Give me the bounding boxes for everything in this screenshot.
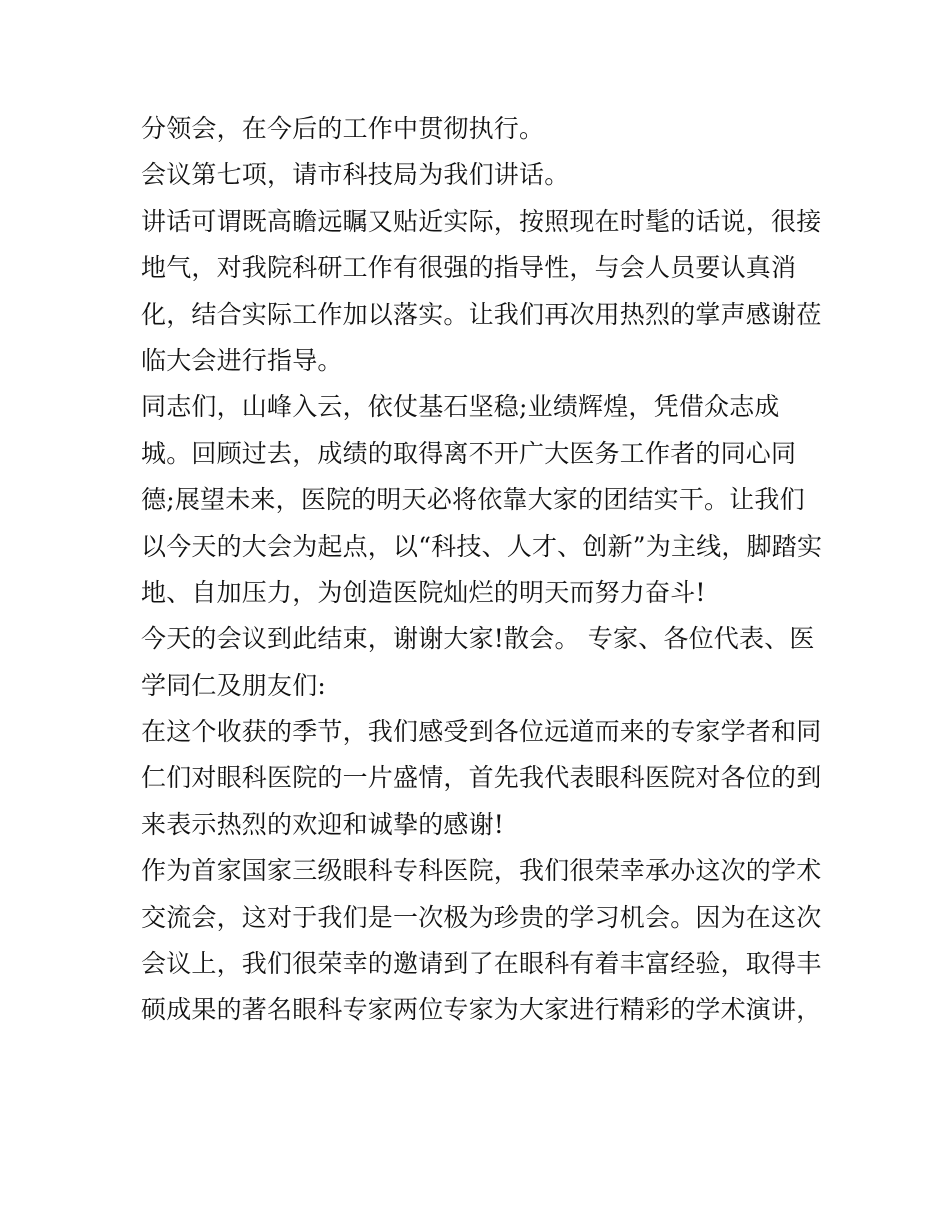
body-text	[141, 106, 821, 1034]
text-line: 仁们对眼科医院的一片盛情，首先我代表眼科医院对各位的到	[141, 763, 822, 793]
text-line: 今天的会议到此结束，谢谢大家!散会。 专家、各位代表、医	[141, 624, 815, 654]
text-line: 分领会，在今后的工作中贯彻执行。	[141, 114, 545, 143]
text-line: 德;展望未来，医院的明天必将依靠大家的团结实干。让我们	[141, 485, 805, 515]
text-line: 作为首家国家三级眼科专科医院，我们很荣幸承办这次的学术	[141, 856, 822, 886]
text-line: 同志们，山峰入云，依仗基石坚稳;业绩辉煌，凭借众志成	[141, 392, 780, 422]
text-line: 硕成果的著名眼科专家两位专家为大家进行精彩的学术演讲，	[141, 995, 822, 1025]
text-line: 来表示热烈的欢迎和诚挚的感谢!	[141, 809, 505, 839]
text-line: 以今天的大会为起点，以“科技、人才、创新”为主线，脚踏实	[141, 531, 823, 561]
text-line: 在这个收获的季节，我们感受到各位远道而来的专家学者和同	[141, 717, 822, 747]
text-line: 化，结合实际工作加以落实。让我们再次用热烈的掌声感谢莅	[141, 299, 822, 329]
text-line: 地、自加压力，为创造医院灿烂的明天而努力奋斗!	[141, 577, 706, 607]
text-line: 地气，对我院科研工作有很强的指导性，与会人员要认真消	[141, 253, 797, 283]
text-line: 城。回顾过去，成绩的取得离不开广大医务工作者的同心同	[141, 438, 797, 468]
text-line: 交流会，这对于我们是一次极为珍贵的学习机会。因为在这次	[141, 902, 822, 932]
text-line: 临大会进行指导。	[141, 345, 343, 375]
text-line: 会议第七项，请市科技局为我们讲话。	[141, 160, 570, 190]
text-line: 学同仁及朋友们:	[141, 670, 327, 700]
text-line: 会议上，我们很荣幸的邀请到了在眼科有着丰富经验，取得丰	[141, 949, 822, 979]
text-line: 讲话可谓既高瞻远瞩又贴近实际，按照现在时髦的话说，很接	[141, 206, 822, 236]
